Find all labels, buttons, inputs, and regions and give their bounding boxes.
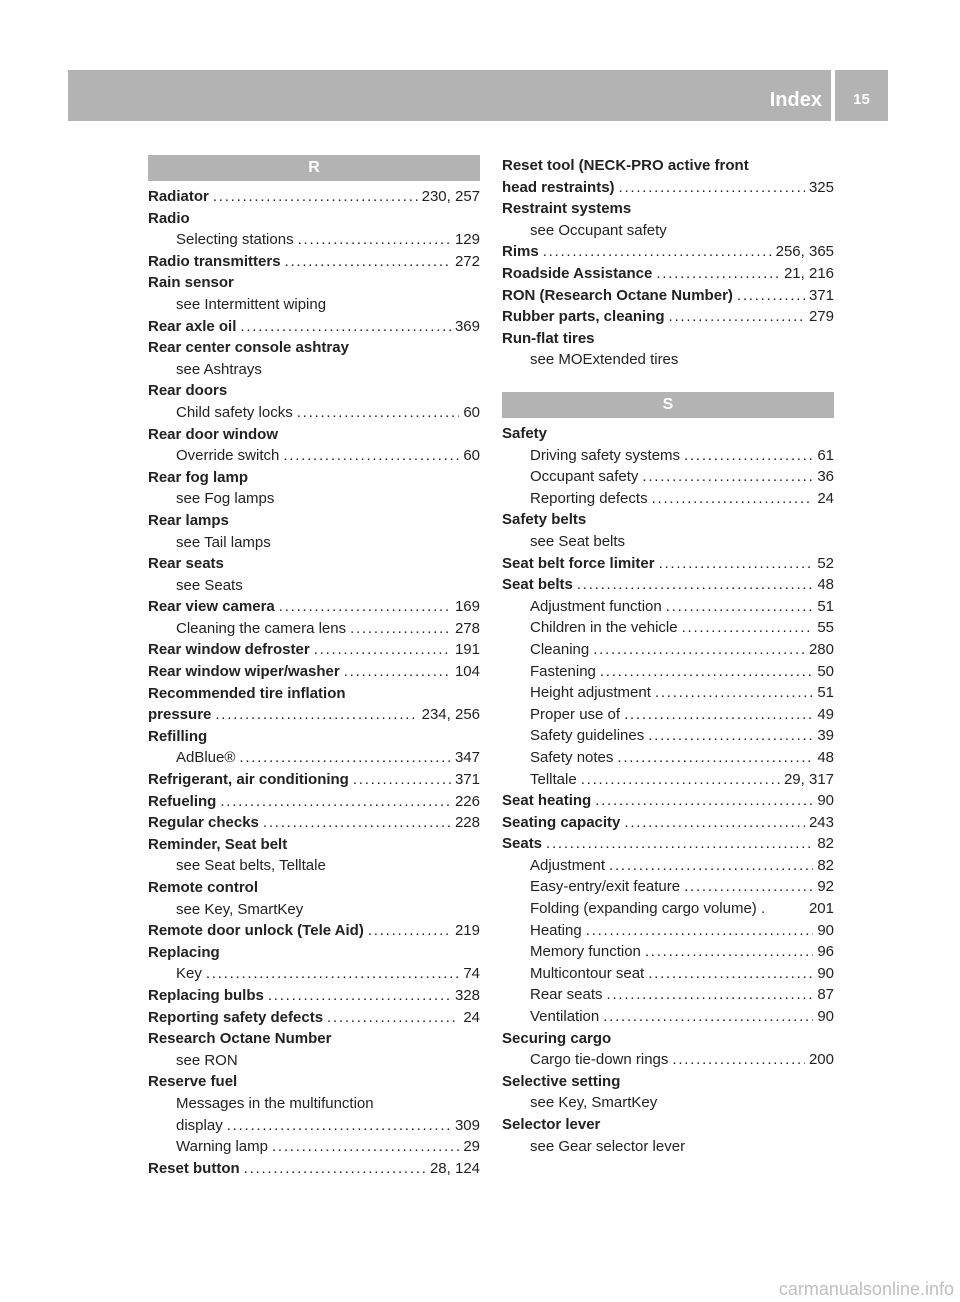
- index-term: Remote control: [148, 879, 259, 896]
- index-term: Reset button: [148, 1159, 240, 1177]
- page-reference: 48: [817, 576, 834, 594]
- index-term: Radio transmitters: [148, 252, 281, 270]
- page-reference: 90: [817, 792, 834, 810]
- index-entry: [502, 920, 834, 942]
- index-term: Seat belts: [502, 576, 573, 594]
- index-term: Telltale: [530, 770, 577, 788]
- index-entry: [148, 1115, 480, 1137]
- index-list-r-left: [148, 186, 480, 1179]
- leader-dots: [672, 1049, 805, 1071]
- page-reference: 29: [463, 1138, 480, 1156]
- index-entry: [148, 467, 480, 489]
- index-entry: [502, 531, 834, 553]
- page-reference: 219: [454, 922, 480, 940]
- index-entry: [148, 963, 480, 985]
- index-entry: [502, 220, 834, 242]
- index-term: Easy-entry/exit feature: [530, 878, 681, 896]
- leader-dots: [607, 984, 814, 1006]
- index-entry: [148, 877, 480, 899]
- index-term: see Seats: [176, 576, 243, 594]
- index-term: Remote door unlock (Tele Aid): [148, 922, 364, 940]
- watermark: carmanualsonline.info: [778, 1279, 954, 1299]
- index-term: Refrigerant, air conditioning: [148, 771, 349, 789]
- index-entry: [502, 833, 834, 855]
- index-entry: [148, 985, 480, 1007]
- index-entry: [502, 285, 834, 307]
- index-entry: [502, 466, 834, 488]
- index-entry: [502, 553, 834, 575]
- index-entry: [502, 790, 834, 812]
- index-entry: [148, 596, 480, 618]
- leader-dots: [546, 833, 813, 855]
- leader-dots: [656, 263, 780, 285]
- index-term: Proper use of: [530, 705, 621, 723]
- page-reference: 230, 257: [421, 188, 480, 205]
- index-term: Refueling: [148, 792, 217, 810]
- page-reference: 36: [817, 468, 834, 486]
- index-entry: [502, 725, 834, 747]
- index-entry: [148, 575, 480, 597]
- index-term: Folding (expanding cargo volume) .: [530, 900, 766, 918]
- leader-dots: [642, 466, 813, 488]
- leader-dots: [206, 963, 459, 985]
- page-reference: 280: [808, 640, 834, 658]
- page-reference: 104: [454, 663, 480, 681]
- leader-dots: [652, 488, 814, 510]
- index-entry: [148, 791, 480, 813]
- index-term: Rims: [502, 243, 539, 261]
- leader-dots: [314, 639, 451, 661]
- index-term: Seats: [502, 835, 543, 853]
- index-term: Key: [176, 965, 202, 983]
- index-term: see Fog lamps: [176, 490, 275, 508]
- index-term: Height adjustment: [530, 684, 651, 702]
- index-term: Selector lever: [502, 1116, 601, 1133]
- index-entry: [502, 747, 834, 769]
- leader-dots: [263, 812, 451, 834]
- leader-dots: [609, 855, 813, 877]
- index-entry: [148, 661, 480, 683]
- index-term: see Key, SmartKey: [530, 1094, 658, 1112]
- index-term: Selective setting: [502, 1072, 621, 1090]
- index-term: Seat belt force limiter: [502, 554, 655, 572]
- index-entry: [148, 359, 480, 381]
- index-term: Messages in the multifunction: [176, 1094, 374, 1112]
- index-entry: [148, 1007, 480, 1029]
- index-term: Seat heating: [502, 792, 592, 810]
- index-term: see RON: [176, 1051, 238, 1069]
- index-entry: [502, 198, 834, 220]
- index-term: Selecting stations: [176, 231, 294, 249]
- index-term: RON (Research Octane Number): [502, 286, 733, 304]
- leader-dots: [682, 617, 814, 639]
- index-term: Children in the vehicle: [530, 619, 678, 637]
- index-entry: [502, 328, 834, 350]
- page-reference: 61: [817, 446, 834, 464]
- index-term: Rain sensor: [148, 274, 234, 292]
- index-term: Rear fog lamp: [148, 468, 249, 486]
- leader-dots: [648, 725, 813, 747]
- index-list-r-right: [502, 155, 834, 371]
- page-reference: 201: [808, 900, 834, 918]
- leader-dots: [577, 574, 813, 596]
- page-reference: 24: [817, 489, 834, 507]
- index-entry: [502, 423, 834, 445]
- leader-dots: [603, 1006, 813, 1028]
- page-reference: 90: [817, 1008, 834, 1026]
- index-entry: [148, 747, 480, 769]
- leader-dots: [648, 963, 813, 985]
- index-term: Replacing: [148, 943, 220, 961]
- page-reference: 309: [454, 1116, 480, 1134]
- index-entry: [148, 380, 480, 402]
- leader-dots: [619, 177, 805, 199]
- index-entry: [502, 349, 834, 371]
- index-entry: [148, 899, 480, 921]
- page-reference: 129: [454, 231, 480, 249]
- leader-dots: [279, 596, 451, 618]
- leader-dots: [581, 769, 780, 791]
- index-term: Restraint systems: [502, 200, 632, 218]
- index-entry: [502, 812, 834, 834]
- index-entry: [148, 532, 480, 554]
- index-term: Reporting defects: [530, 489, 648, 507]
- leader-dots: [213, 186, 418, 208]
- index-term: Research Octane Number: [148, 1030, 332, 1048]
- page-reference: 60: [463, 447, 480, 465]
- leader-dots: [737, 285, 805, 307]
- leader-dots: [543, 241, 772, 263]
- index-term: Replacing bulbs: [148, 986, 264, 1004]
- index-entry: [502, 704, 834, 726]
- index-term: Reset tool (NECK-PRO active front: [502, 157, 749, 174]
- page-reference: 24: [463, 1008, 480, 1026]
- page-reference: 90: [817, 964, 834, 982]
- index-entry: [148, 683, 480, 705]
- index-entry: [148, 942, 480, 964]
- index-entry: [148, 1071, 480, 1093]
- index-entry: [148, 618, 480, 640]
- page-title: Index: [769, 89, 822, 111]
- index-entry: [502, 855, 834, 877]
- index-entry: [502, 639, 834, 661]
- leader-dots: [215, 704, 417, 726]
- leader-dots: [684, 876, 813, 898]
- page-reference: 279: [808, 308, 834, 326]
- leader-dots: [617, 747, 813, 769]
- index-entry: [148, 920, 480, 942]
- index-entry: [502, 984, 834, 1006]
- index-term: AdBlue®: [176, 749, 236, 767]
- page-reference: 82: [817, 856, 834, 874]
- page-reference: 28, 124: [429, 1159, 480, 1177]
- page-reference: 234, 256: [421, 706, 480, 724]
- leader-dots: [353, 769, 451, 791]
- index-entry: [148, 445, 480, 467]
- section-header-r: R: [148, 155, 480, 181]
- index-entry: [148, 272, 480, 294]
- leader-dots: [645, 941, 813, 963]
- index-term: Reporting safety defects: [148, 1008, 324, 1026]
- index-entry: [148, 553, 480, 575]
- leader-dots: [244, 1158, 426, 1180]
- index-entry: [502, 1092, 834, 1114]
- index-entry: [502, 1071, 834, 1093]
- index-column-left: [148, 155, 480, 1179]
- leader-dots: [624, 812, 805, 834]
- page-reference: 92: [817, 878, 834, 896]
- index-term: Rear seats: [148, 555, 224, 573]
- index-entry: [148, 1136, 480, 1158]
- leader-dots: [666, 596, 814, 618]
- index-entry: [502, 769, 834, 791]
- index-entry: [148, 769, 480, 791]
- index-term: Rear axle oil: [148, 317, 237, 335]
- index-term: Adjustment function: [530, 597, 662, 615]
- index-term: Rear view camera: [148, 598, 275, 616]
- page-reference: 191: [454, 641, 480, 659]
- index-term: Rear seats: [530, 986, 603, 1004]
- index-term: Rear lamps: [148, 511, 229, 529]
- index-term: Regular checks: [148, 814, 259, 832]
- index-term: Memory function: [530, 943, 641, 961]
- index-term: Warning lamp: [176, 1138, 268, 1156]
- index-term: Multicontour seat: [530, 964, 645, 982]
- index-entry: [148, 186, 480, 208]
- index-term: Safety guidelines: [530, 727, 645, 745]
- page-reference: 371: [454, 771, 480, 789]
- index-term: Driving safety systems: [530, 446, 681, 464]
- index-entry: [148, 1050, 480, 1072]
- index-entry: [502, 596, 834, 618]
- page-reference: 55: [817, 619, 834, 637]
- index-term: Cleaning the camera lens: [176, 619, 347, 637]
- leader-dots: [368, 920, 451, 942]
- index-entry: [502, 898, 834, 920]
- leader-dots: [669, 306, 805, 328]
- index-entry: [148, 1028, 480, 1050]
- index-term: Radio: [148, 209, 190, 227]
- index-term: display: [176, 1116, 223, 1134]
- index-term: Rear window wiper/washer: [148, 663, 340, 681]
- leader-dots: [240, 316, 451, 338]
- leader-dots: [659, 553, 814, 575]
- index-term: see Ashtrays: [176, 360, 262, 378]
- leader-dots: [227, 1115, 451, 1137]
- page-reference: 49: [817, 705, 834, 723]
- page-reference: 371: [808, 286, 834, 304]
- page-reference: 87: [817, 986, 834, 1004]
- index-entry: [148, 1158, 480, 1180]
- index-term: Rear doors: [148, 382, 228, 400]
- index-term: Fastening: [530, 662, 596, 680]
- index-term: Heating: [530, 921, 582, 939]
- leader-dots: [283, 445, 459, 467]
- index-term: Rubber parts, cleaning: [502, 308, 665, 326]
- index-list-s: [502, 423, 834, 1157]
- index-entry: [502, 445, 834, 467]
- index-term: Safety notes: [530, 748, 614, 766]
- index-term: see Key, SmartKey: [176, 900, 304, 918]
- index-term: Safety: [502, 425, 548, 442]
- index-entry: [148, 229, 480, 251]
- index-term: Recommended tire inflation: [148, 684, 346, 702]
- leader-dots: [655, 682, 813, 704]
- page-reference: 347: [454, 749, 480, 767]
- index-term: Rear door window: [148, 425, 279, 443]
- page-reference: 48: [817, 748, 834, 766]
- index-term: Cargo tie-down rings: [530, 1051, 669, 1069]
- index-entry: [502, 155, 834, 177]
- leader-dots: [350, 618, 451, 640]
- index-entry: [502, 241, 834, 263]
- index-term: see Intermittent wiping: [176, 295, 327, 313]
- page-reference: 96: [817, 943, 834, 961]
- index-entry: [148, 316, 480, 338]
- leader-dots: [239, 747, 451, 769]
- index-column-right-s: [502, 392, 834, 1157]
- page-reference: 51: [817, 684, 834, 702]
- index-entry: [502, 177, 834, 199]
- index-entry: [148, 424, 480, 446]
- index-term: Ventilation: [530, 1008, 600, 1026]
- index-term: head restraints): [502, 178, 615, 196]
- index-term: Rear center console ashtray: [148, 339, 349, 357]
- page-reference: 60: [463, 403, 480, 421]
- index-term: Run-flat tires: [502, 329, 595, 347]
- index-column-right-top: [502, 155, 834, 371]
- index-entry: [148, 294, 480, 316]
- leader-dots: [297, 402, 460, 424]
- index-entry: [502, 963, 834, 985]
- leader-dots: [586, 920, 814, 942]
- page-reference: 52: [817, 554, 834, 572]
- page-reference: 272: [454, 252, 480, 270]
- index-term: Roadside Assistance: [502, 264, 653, 282]
- page-reference: 29, 317: [783, 770, 834, 788]
- page-reference: 256, 365: [775, 243, 834, 261]
- index-term: pressure: [148, 706, 212, 724]
- index-entry: [502, 488, 834, 510]
- index-entry: [148, 251, 480, 273]
- leader-dots: [327, 1007, 459, 1029]
- page-reference: 51: [817, 597, 834, 615]
- page-reference: 369: [454, 317, 480, 335]
- page-reference: 39: [817, 727, 834, 745]
- leader-dots: [272, 1136, 459, 1158]
- index-term: Refilling: [148, 727, 208, 745]
- leader-dots: [684, 445, 813, 467]
- index-entry: [502, 574, 834, 596]
- leader-dots: [220, 791, 451, 813]
- index-entry: [148, 639, 480, 661]
- index-entry: [502, 509, 834, 531]
- index-entry: [502, 617, 834, 639]
- page-reference: 200: [808, 1051, 834, 1069]
- leader-dots: [600, 661, 813, 683]
- page-reference: 50: [817, 662, 834, 680]
- index-entry: [502, 1028, 834, 1050]
- index-entry: [502, 1136, 834, 1158]
- index-term: see Seat belts: [530, 532, 626, 550]
- index-entry: [502, 876, 834, 898]
- page-reference: 243: [808, 813, 834, 831]
- page-reference: 21, 216: [783, 264, 834, 282]
- page-reference: 325: [808, 178, 834, 196]
- index-entry: [148, 488, 480, 510]
- index-term: see MOExtended tires: [530, 351, 679, 369]
- index-entry: [502, 1114, 834, 1136]
- index-entry: [148, 510, 480, 532]
- index-entry: [502, 682, 834, 704]
- index-term: see Tail lamps: [176, 533, 271, 551]
- index-term: Occupant safety: [530, 468, 639, 486]
- index-term: Override switch: [176, 447, 280, 465]
- index-term: Reserve fuel: [148, 1073, 238, 1091]
- index-term: Cleaning: [530, 640, 590, 658]
- section-header-s: S: [502, 392, 834, 418]
- index-term: Seating capacity: [502, 813, 621, 831]
- index-entry: [148, 1093, 480, 1115]
- index-term: Rear window defroster: [148, 641, 310, 659]
- page-reference: 328: [454, 986, 480, 1004]
- leader-dots: [344, 661, 451, 683]
- index-entry: [148, 726, 480, 748]
- index-term: Radiator: [148, 188, 209, 205]
- index-entry: [502, 941, 834, 963]
- index-term: Reminder, Seat belt: [148, 835, 288, 853]
- page-reference: 228: [454, 814, 480, 832]
- index-entry: [148, 834, 480, 856]
- index-entry: [148, 402, 480, 424]
- index-term: see Occupant safety: [530, 221, 667, 239]
- leader-dots: [595, 790, 813, 812]
- leader-dots: [624, 704, 813, 726]
- index-term: Adjustment: [530, 856, 606, 874]
- index-term: see Seat belts, Telltale: [176, 857, 326, 875]
- leader-dots: [285, 251, 451, 273]
- page-reference: 82: [817, 835, 834, 853]
- index-entry: [502, 263, 834, 285]
- index-entry: [502, 1006, 834, 1028]
- index-term: Securing cargo: [502, 1029, 612, 1047]
- page-reference: 90: [817, 921, 834, 939]
- index-entry: [148, 337, 480, 359]
- leader-dots: [268, 985, 451, 1007]
- index-entry: [148, 812, 480, 834]
- index-entry: [502, 306, 834, 328]
- index-entry: [502, 1049, 834, 1071]
- leader-dots: [593, 639, 805, 661]
- page-number: 15: [853, 91, 870, 108]
- index-term: Safety belts: [502, 511, 587, 529]
- index-entry: [148, 208, 480, 230]
- leader-dots: [298, 229, 451, 251]
- index-term: Child safety locks: [176, 403, 293, 421]
- page-reference: 74: [463, 965, 480, 983]
- index-entry: [148, 704, 480, 726]
- page-reference: 278: [454, 619, 480, 637]
- index-term: see Gear selector lever: [530, 1137, 686, 1155]
- page-reference: 226: [454, 792, 480, 810]
- index-entry: [148, 855, 480, 877]
- index-entry: [502, 661, 834, 683]
- page-reference: 169: [454, 598, 480, 616]
